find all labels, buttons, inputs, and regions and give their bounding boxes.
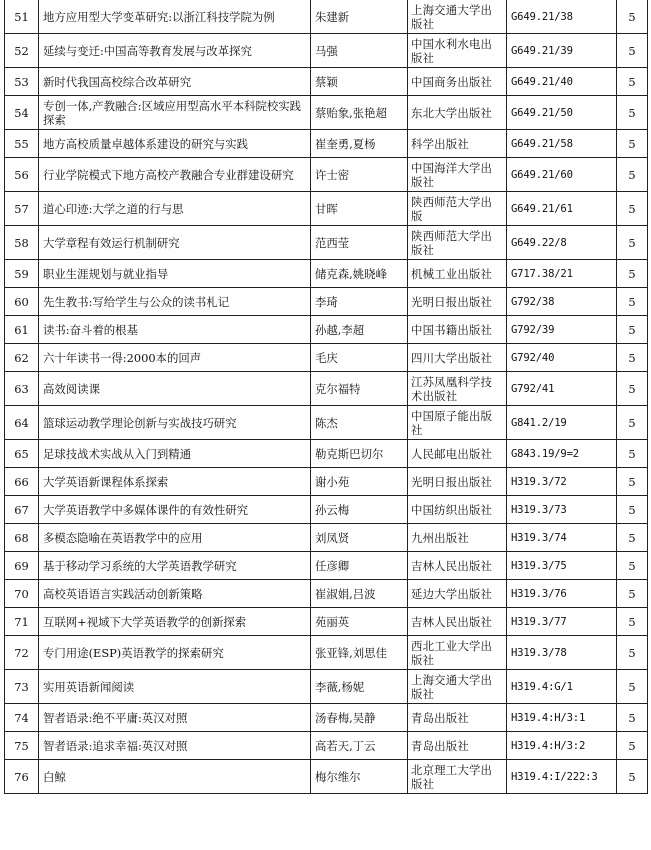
book-title: 专门用途(ESP)英语教学的探索研究: [39, 636, 311, 670]
table-row: [5, 34, 648, 68]
book-author: 刘凤贤: [311, 524, 408, 552]
book-author: 孙云梅: [311, 496, 408, 524]
book-author: 蔡颖: [311, 68, 408, 96]
call-number: G649.22/8: [507, 226, 617, 260]
table-row: [5, 130, 648, 158]
row-number: 56: [5, 158, 39, 192]
book-quantity: 5: [617, 580, 648, 608]
table-row: [5, 496, 648, 524]
row-number: 60: [5, 288, 39, 316]
row-number: 55: [5, 130, 39, 158]
row-number: 53: [5, 68, 39, 96]
call-number: G841.2/19: [507, 406, 617, 440]
book-author: 储克森,姚晓峰: [311, 260, 408, 288]
book-author: 蔡贻象,张艳超: [311, 96, 408, 130]
book-publisher: 吉林人民出版社: [408, 608, 507, 636]
book-author: 谢小苑: [311, 468, 408, 496]
call-number: H319.3/73: [507, 496, 617, 524]
book-quantity: 5: [617, 406, 648, 440]
row-number: 75: [5, 732, 39, 760]
table-row: [5, 96, 648, 130]
row-number: 68: [5, 524, 39, 552]
book-author: 范西莹: [311, 226, 408, 260]
book-author: 任彦卿: [311, 552, 408, 580]
book-title: 大学章程有效运行机制研究: [39, 226, 311, 260]
table-row: [5, 760, 648, 794]
table-row: [5, 704, 648, 732]
row-number: 76: [5, 760, 39, 794]
call-number: G649.21/38: [507, 0, 617, 34]
book-title: 高校英语语言实践活动创新策略: [39, 580, 311, 608]
call-number: H319.3/75: [507, 552, 617, 580]
book-quantity: 5: [617, 608, 648, 636]
book-author: 张亚锋,刘思佳: [311, 636, 408, 670]
book-quantity: 5: [617, 440, 648, 468]
call-number: G649.21/39: [507, 34, 617, 68]
call-number: H319.4:I/222:3: [507, 760, 617, 794]
book-publisher: 九州出版社: [408, 524, 507, 552]
table-row: [5, 440, 648, 468]
book-quantity: 5: [617, 316, 648, 344]
row-number: 57: [5, 192, 39, 226]
table-row: [5, 406, 648, 440]
book-quantity: 5: [617, 68, 648, 96]
book-title: 大学英语新课程体系探索: [39, 468, 311, 496]
book-title: 大学英语教学中多媒体课件的有效性研究: [39, 496, 311, 524]
book-publisher: 四川大学出版社: [408, 344, 507, 372]
book-quantity: 5: [617, 288, 648, 316]
table-row: [5, 732, 648, 760]
book-quantity: 5: [617, 468, 648, 496]
book-publisher: 中国水利水电出版社: [408, 34, 507, 68]
row-number: 65: [5, 440, 39, 468]
table-row: [5, 158, 648, 192]
book-title: 六十年读书一得:2000本的回声: [39, 344, 311, 372]
table-row: [5, 372, 648, 406]
book-publisher: 上海交通大学出版社: [408, 670, 507, 704]
table-row: [5, 608, 648, 636]
call-number: H319.3/76: [507, 580, 617, 608]
table-row: [5, 260, 648, 288]
table-row: [5, 552, 648, 580]
row-number: 54: [5, 96, 39, 130]
row-number: 73: [5, 670, 39, 704]
row-number: 62: [5, 344, 39, 372]
book-title: 基于移动学习系统的大学英语教学研究: [39, 552, 311, 580]
call-number: G649.21/58: [507, 130, 617, 158]
book-quantity: 5: [617, 670, 648, 704]
call-number: G649.21/61: [507, 192, 617, 226]
row-number: 64: [5, 406, 39, 440]
book-author: 苑丽英: [311, 608, 408, 636]
book-quantity: 5: [617, 34, 648, 68]
book-quantity: 5: [617, 636, 648, 670]
call-number: G649.21/50: [507, 96, 617, 130]
book-title: 智者语录:追求幸福:英汉对照: [39, 732, 311, 760]
book-author: 朱建新: [311, 0, 408, 34]
row-number: 52: [5, 34, 39, 68]
table-row: [5, 316, 648, 344]
call-number: H319.3/77: [507, 608, 617, 636]
book-author: 许士密: [311, 158, 408, 192]
table-row: [5, 670, 648, 704]
book-title: 互联网+视域下大学英语教学的创新探索: [39, 608, 311, 636]
book-publisher: 光明日报出版社: [408, 468, 507, 496]
call-number: G792/40: [507, 344, 617, 372]
book-publisher: 陕西师范大学出版社: [408, 226, 507, 260]
book-quantity: 5: [617, 496, 648, 524]
book-quantity: 5: [617, 760, 648, 794]
book-quantity: 5: [617, 552, 648, 580]
book-publisher: 中国纺织出版社: [408, 496, 507, 524]
book-quantity: 5: [617, 524, 648, 552]
call-number: G792/39: [507, 316, 617, 344]
book-publisher: 吉林人民出版社: [408, 552, 507, 580]
book-quantity: 5: [617, 260, 648, 288]
book-list-body: [5, 0, 648, 794]
book-publisher: 青岛出版社: [408, 704, 507, 732]
book-author: 甘晖: [311, 192, 408, 226]
book-title: 高效阅读课: [39, 372, 311, 406]
row-number: 51: [5, 0, 39, 34]
row-number: 59: [5, 260, 39, 288]
book-title: 地方应用型大学变革研究:以浙江科技学院为例: [39, 0, 311, 34]
book-author: 勒克斯巴切尔: [311, 440, 408, 468]
call-number: G843.19/9=2: [507, 440, 617, 468]
call-number: H319.3/74: [507, 524, 617, 552]
book-title: 地方高校质量卓越体系建设的研究与实践: [39, 130, 311, 158]
row-number: 67: [5, 496, 39, 524]
book-title: 行业学院模式下地方高校产教融合专业群建设研究: [39, 158, 311, 192]
book-title: 职业生涯规划与就业指导: [39, 260, 311, 288]
book-author: 梅尔维尔: [311, 760, 408, 794]
book-title: 多模态隐喻在英语教学中的应用: [39, 524, 311, 552]
call-number: H319.4:G/1: [507, 670, 617, 704]
row-number: 63: [5, 372, 39, 406]
book-author: 马强: [311, 34, 408, 68]
call-number: H319.4:H/3:2: [507, 732, 617, 760]
table-row: [5, 636, 648, 670]
book-author: 崔奎勇,夏杨: [311, 130, 408, 158]
book-quantity: 5: [617, 704, 648, 732]
row-number: 58: [5, 226, 39, 260]
book-title: 先生教书:写给学生与公众的读书札记: [39, 288, 311, 316]
book-publisher: 江苏凤凰科学技术出版社: [408, 372, 507, 406]
book-title: 足球技战术实战从入门到精通: [39, 440, 311, 468]
book-publisher: 北京理工大学出版社: [408, 760, 507, 794]
book-publisher: 中国书籍出版社: [408, 316, 507, 344]
book-publisher: 中国海洋大学出版社: [408, 158, 507, 192]
book-author: 李琦: [311, 288, 408, 316]
book-author: 克尔福特: [311, 372, 408, 406]
book-author: 毛庆: [311, 344, 408, 372]
book-author: 高若天,丁云: [311, 732, 408, 760]
table-row: [5, 68, 648, 96]
book-quantity: 5: [617, 226, 648, 260]
book-title: 道心印迹:大学之道的行与思: [39, 192, 311, 226]
book-quantity: 5: [617, 0, 648, 34]
table-row: [5, 468, 648, 496]
book-author: 陈杰: [311, 406, 408, 440]
book-quantity: 5: [617, 130, 648, 158]
book-title: 读书:奋斗着的根基: [39, 316, 311, 344]
book-quantity: 5: [617, 344, 648, 372]
book-author: 崔淑娟,吕波: [311, 580, 408, 608]
call-number: H319.3/78: [507, 636, 617, 670]
row-number: 69: [5, 552, 39, 580]
book-publisher: 中国原子能出版社: [408, 406, 507, 440]
table-row: [5, 0, 648, 34]
call-number: G649.21/40: [507, 68, 617, 96]
book-quantity: 5: [617, 372, 648, 406]
book-title: 篮球运动教学理论创新与实战技巧研究: [39, 406, 311, 440]
book-quantity: 5: [617, 192, 648, 226]
call-number: H319.4:H/3:1: [507, 704, 617, 732]
call-number: G792/41: [507, 372, 617, 406]
row-number: 74: [5, 704, 39, 732]
book-title: 延续与变迁:中国高等教育发展与改革探究: [39, 34, 311, 68]
call-number: H319.3/72: [507, 468, 617, 496]
call-number: G792/38: [507, 288, 617, 316]
book-publisher: 陕西师范大学出版: [408, 192, 507, 226]
row-number: 61: [5, 316, 39, 344]
book-list-table: [4, 0, 648, 794]
book-publisher: 中国商务出版社: [408, 68, 507, 96]
book-quantity: 5: [617, 96, 648, 130]
book-title: 专创一体,产教融合:区域应用型高水平本科院校实践探索: [39, 96, 311, 130]
book-quantity: 5: [617, 158, 648, 192]
book-title: 实用英语新闻阅读: [39, 670, 311, 704]
table-row: [5, 524, 648, 552]
table-row: [5, 288, 648, 316]
book-author: 汤春梅,吴静: [311, 704, 408, 732]
row-number: 66: [5, 468, 39, 496]
book-title: 智者语录:绝不平庸:英汉对照: [39, 704, 311, 732]
book-title: 白鲸: [39, 760, 311, 794]
table-row: [5, 344, 648, 372]
book-title: 新时代我国高校综合改革研究: [39, 68, 311, 96]
table-row: [5, 192, 648, 226]
book-author: 李薇,杨妮: [311, 670, 408, 704]
book-publisher: 西北工业大学出版社: [408, 636, 507, 670]
row-number: 72: [5, 636, 39, 670]
call-number: G717.38/21: [507, 260, 617, 288]
book-publisher: 人民邮电出版社: [408, 440, 507, 468]
row-number: 71: [5, 608, 39, 636]
book-publisher: 东北大学出版社: [408, 96, 507, 130]
book-publisher: 光明日报出版社: [408, 288, 507, 316]
book-publisher: 机械工业出版社: [408, 260, 507, 288]
call-number: G649.21/60: [507, 158, 617, 192]
book-author: 孙越,李超: [311, 316, 408, 344]
book-publisher: 青岛出版社: [408, 732, 507, 760]
book-publisher: 上海交通大学出版社: [408, 0, 507, 34]
table-row: [5, 226, 648, 260]
table-row: [5, 580, 648, 608]
row-number: 70: [5, 580, 39, 608]
book-publisher: 延边大学出版社: [408, 580, 507, 608]
book-publisher: 科学出版社: [408, 130, 507, 158]
book-quantity: 5: [617, 732, 648, 760]
